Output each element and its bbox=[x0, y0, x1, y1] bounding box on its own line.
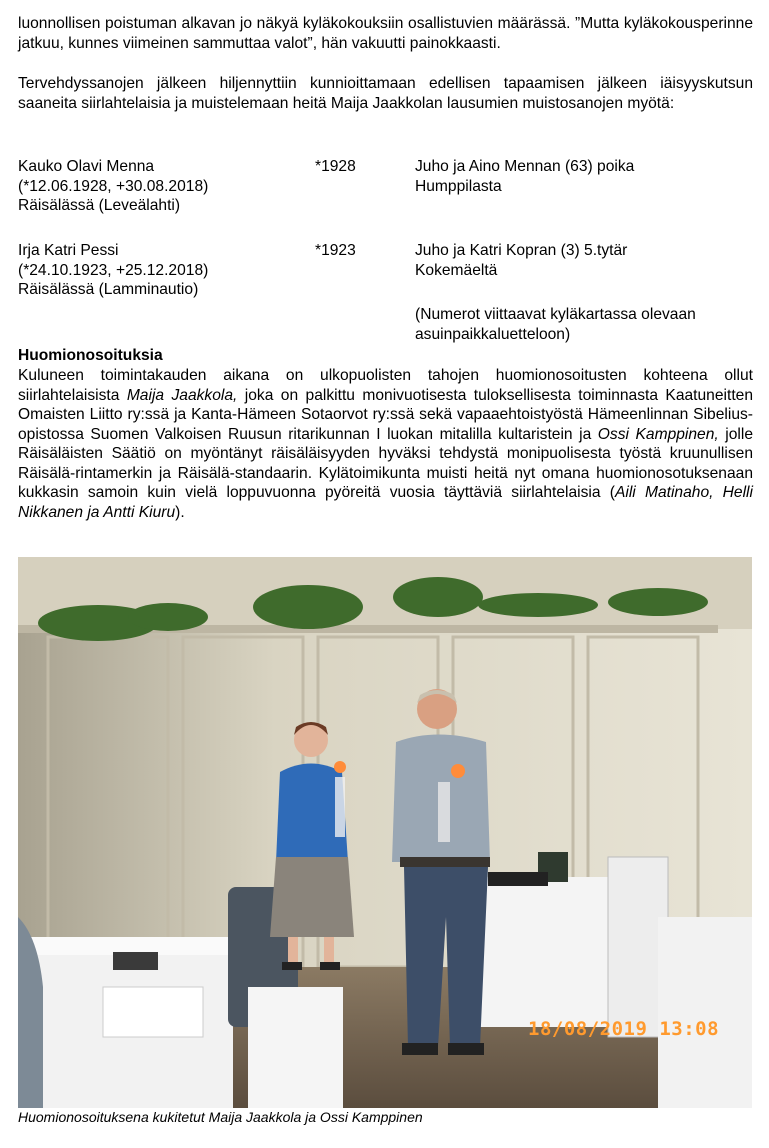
memorial-home: Humppilasta bbox=[415, 177, 502, 195]
memorial-person bbox=[18, 241, 298, 300]
honoree-names: Aili Matinaho, Helli Nikkanen ja Antti Kiuru bbox=[18, 484, 753, 521]
memorial-family bbox=[415, 241, 755, 280]
memorial-birth-year: *1928 bbox=[315, 158, 356, 175]
memorial-name: Kauko Olavi Menna bbox=[18, 158, 155, 175]
memorial-intro-paragraph: Tervehdyssanojen jälkeen hiljennyttiin kunnioittamaan edellisen tapaamisen jälkeen iäisyyskutsun saaneita siirlahtelaisia ja muistelemaan heitä Maija Jaakkolan lausumien muistosanojen myötä: bbox=[18, 75, 753, 112]
memorial-birth-year: *1923 bbox=[315, 242, 356, 259]
honoree-name: Maija Jaakkola, bbox=[126, 386, 238, 404]
memorial-parents: Juho ja Katri Kopran (3) 5.tytär bbox=[415, 242, 628, 259]
honors-paragraph: Kuluneen toimintakauden aikana on ulkopuolisten tahojen huomionosoitusten kohteena ollut siirlahtelaisista Maija Jaakkola, joka on palkittu monivuotisesta tuloksellisesta toiminnasta Kaatuneitten Omaisten Liitto ry:ssä ja Kanta-Hämeen Sotaorvot ry:ssä sekä vapaaehtoistyöstä Hämeenlinnan Sibelius-opistossa Suomen Valkoisen Ruusun ritarikunnan I luokan mitalilla kultaristein ja Ossi Kamppinen, jolle Räisäläisten Säätiö on myöntänyt räisäläisyyden hyväksi tehdystä monipuolisesta työstä kruunullisen Räisälä-rintamerkin ja Räisälä-standaarin. Kylätoimikunta muisti heitä nyt omana huomionosotuksenaan kukkasin samoin kuin vielä loppuvuonna pyöreitä vuosia täyttäviä siirlahtelaisia (Aili Matinaho, Helli Nikkanen ja Antti Kiuru). bbox=[18, 367, 753, 521]
memorial-person bbox=[18, 157, 298, 216]
intro-paragraph: luonnollisen poistuman alkavan jo näkyä kyläkokouksiin osallistuvien määrässä. ”Mutta kyläkokousperinne jatkuu, kunnes viimeinen sammuttaa valot”, hän vakuutti painokkaasti. bbox=[18, 15, 753, 52]
memorial-family bbox=[415, 157, 755, 196]
memorial-dates: (*12.06.1928, +30.08.2018) bbox=[18, 177, 209, 195]
memorial-home: Kokemäeltä bbox=[415, 261, 498, 279]
map-reference-note: (Numerot viittaavat kyläkartassa olevaan asuinpaikkaluetteloon) bbox=[415, 306, 696, 343]
memorial-place: Räisälässä (Lamminautio) bbox=[18, 281, 199, 298]
memorial-parents: Juho ja Aino Mennan (63) poika bbox=[415, 158, 635, 175]
event-photo bbox=[18, 557, 752, 1108]
honoree-name: Ossi Kamppinen, bbox=[597, 425, 719, 443]
honors-heading: Huomionosoituksia bbox=[18, 347, 163, 364]
photo-caption: Huomionosoituksena kukitetut Maija Jaakkola ja Ossi Kamppinen bbox=[18, 1109, 423, 1125]
memorial-name: Irja Katri Pessi bbox=[18, 242, 119, 259]
photo-timestamp: 18/08/2019 13:08 bbox=[528, 1018, 720, 1040]
memorial-place: Räisälässä (Leveälahti) bbox=[18, 197, 181, 214]
memorial-dates: (*24.10.1923, +25.12.2018) bbox=[18, 261, 209, 279]
